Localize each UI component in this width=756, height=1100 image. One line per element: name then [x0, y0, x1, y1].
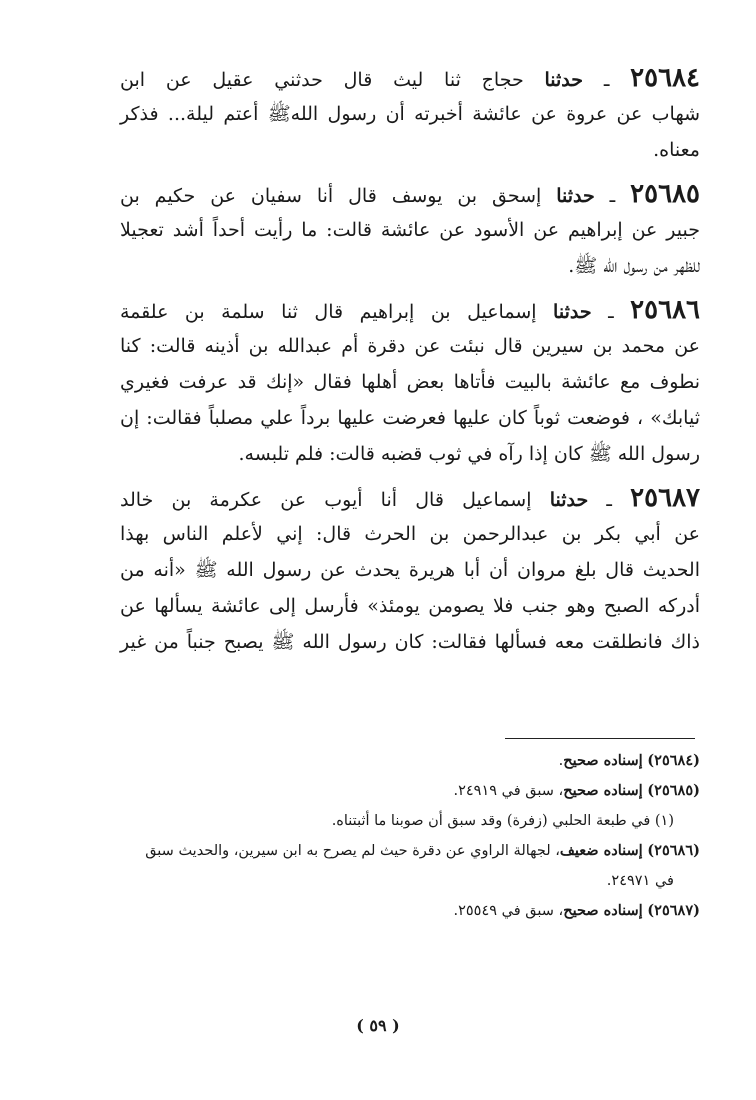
footnote-divider	[505, 738, 695, 739]
footnote-ref: (٢٥٦٨٧)	[647, 902, 700, 919]
text-line: نطوف مع عائشة بالبيت فأتاها بعض أهلها فقال «إنك قد عرفت فغيري	[120, 371, 700, 393]
footnote-text: في ٢٤٩٧١.	[606, 873, 674, 889]
hadith-number: ٢٥٦٨٤	[630, 63, 700, 93]
hadith-keyword: حدثنا	[556, 185, 595, 207]
footnote	[120, 746, 700, 776]
text-line: ٢٥٦٨٦ ـ حدثنا إسماعيل بن إبراهيم قال ثنا سلمة بن علقمة	[120, 295, 700, 325]
hadith-number: ٢٥٦٨٦	[630, 295, 700, 325]
text-line: عن أبي بكر بن عبدالرحمن بن الحرث قال: إني لأعلم الناس بهذا	[120, 523, 700, 545]
footnote-text: (١) في طبعة الحلبي (زفرة) وقد سبق أن صوبنا ما أثبتناه.	[331, 813, 674, 829]
text-line: أدركه الصبح وهو جنب فلا يصومن يومئذ» فأرسل إلى عائشة يسألها عن	[120, 595, 700, 617]
hadith-text: إسماعيل بن إبراهيم قال ثنا سلمة بن علقمة	[120, 301, 537, 323]
text-line: للظهر من رسول الله ﷺ.	[568, 255, 700, 277]
text-line: جبير عن إبراهيم عن الأسود عن عائشة قالت: ما رأيت أحداً أشد تعجيلا	[120, 219, 700, 241]
text-line: معناه.	[653, 139, 700, 161]
footnote-ref: (٢٥٦٨٤)	[647, 752, 700, 769]
footnote-grade: إسناده صحيح	[563, 752, 643, 769]
hadith-number: ٢٥٦٨٧	[630, 483, 700, 513]
footnote-text: .	[558, 753, 564, 769]
hadith-entry	[120, 60, 700, 168]
main-text	[120, 60, 700, 668]
hadith-keyword: حدثنا	[549, 489, 589, 511]
text-line: ٢٥٦٨٧ ـ حدثنا إسماعيل قال أنا أيوب عن عكرمة بن خالد	[120, 483, 700, 513]
footnote	[120, 866, 700, 896]
footnotes	[120, 746, 700, 926]
text-line: ذاك فانطلقت معه فسألها فقالت: كان رسول الله ﷺ يصبح جنباً من غير	[120, 631, 700, 653]
footnote-grade: إسناده ضعيف	[559, 842, 643, 859]
hadith-text: إسحق بن يوسف قال أنا سفيان عن حكيم بن	[120, 185, 542, 207]
hadith-text: حجاج ثنا ليث قال حدثني عقيل عن ابن	[120, 69, 524, 91]
text-line: الحديث قال بلغ مروان أن أبا هريرة يحدث عن رسول الله ﷺ «أنه من	[120, 559, 700, 581]
footnote-text: ، سبق في ٢٤٩١٩.	[453, 783, 564, 799]
hadith-keyword: حدثنا	[544, 69, 584, 91]
footnote	[120, 896, 700, 926]
footnote-text: ، سبق في ٢٥٥٤٩.	[453, 903, 564, 919]
hadith-keyword: حدثنا	[553, 301, 592, 323]
footnote	[120, 836, 700, 866]
text-line: رسول الله ﷺ كان إذا رآه في ثوب قضبه قالت: فلم تلبسه.	[238, 443, 700, 465]
hadith-entry	[120, 176, 700, 284]
text-line: عن محمد بن سيرين قال نبئت عن دقرة أم عبدالله بن أذينه قالت: كنا	[120, 335, 700, 357]
footnote	[120, 776, 700, 806]
footnote-grade: إسناده صحيح	[563, 782, 643, 799]
hadith-entry	[120, 292, 700, 472]
text-line: شهاب عن عروة عن عائشة أخبرته أن رسول اللهﷺ أعتم ليلة... فذكر	[120, 103, 700, 125]
footnote-ref: (٢٥٦٨٥)	[647, 782, 700, 799]
hadith-text: إسماعيل قال أنا أيوب عن عكرمة بن خالد	[120, 489, 532, 511]
text-line: ٢٥٦٨٥ ـ حدثنا إسحق بن يوسف قال أنا سفيان عن حكيم بن	[120, 179, 700, 209]
text-line: ثيابك» ، فوضعت ثوباً كان عليها فعرضت عليها برداً علي مصلباً فقالت: إن	[120, 407, 700, 429]
hadith-entry	[120, 480, 700, 660]
footnote-text: ، لجهالة الراوي عن دقرة حيث لم يصرح به ابن سيرين، والحديث سبق	[145, 843, 560, 859]
page-number: ( ٥٩ )	[356, 1016, 400, 1035]
footnote-grade: إسناده صحيح	[563, 902, 643, 919]
footnote-ref: (٢٥٦٨٦)	[647, 842, 700, 859]
footnote	[120, 806, 700, 836]
text-line: ٢٥٦٨٤ ـ حدثنا حجاج ثنا ليث قال حدثني عقيل عن ابن	[120, 63, 700, 93]
hadith-number: ٢٥٦٨٥	[630, 179, 700, 209]
